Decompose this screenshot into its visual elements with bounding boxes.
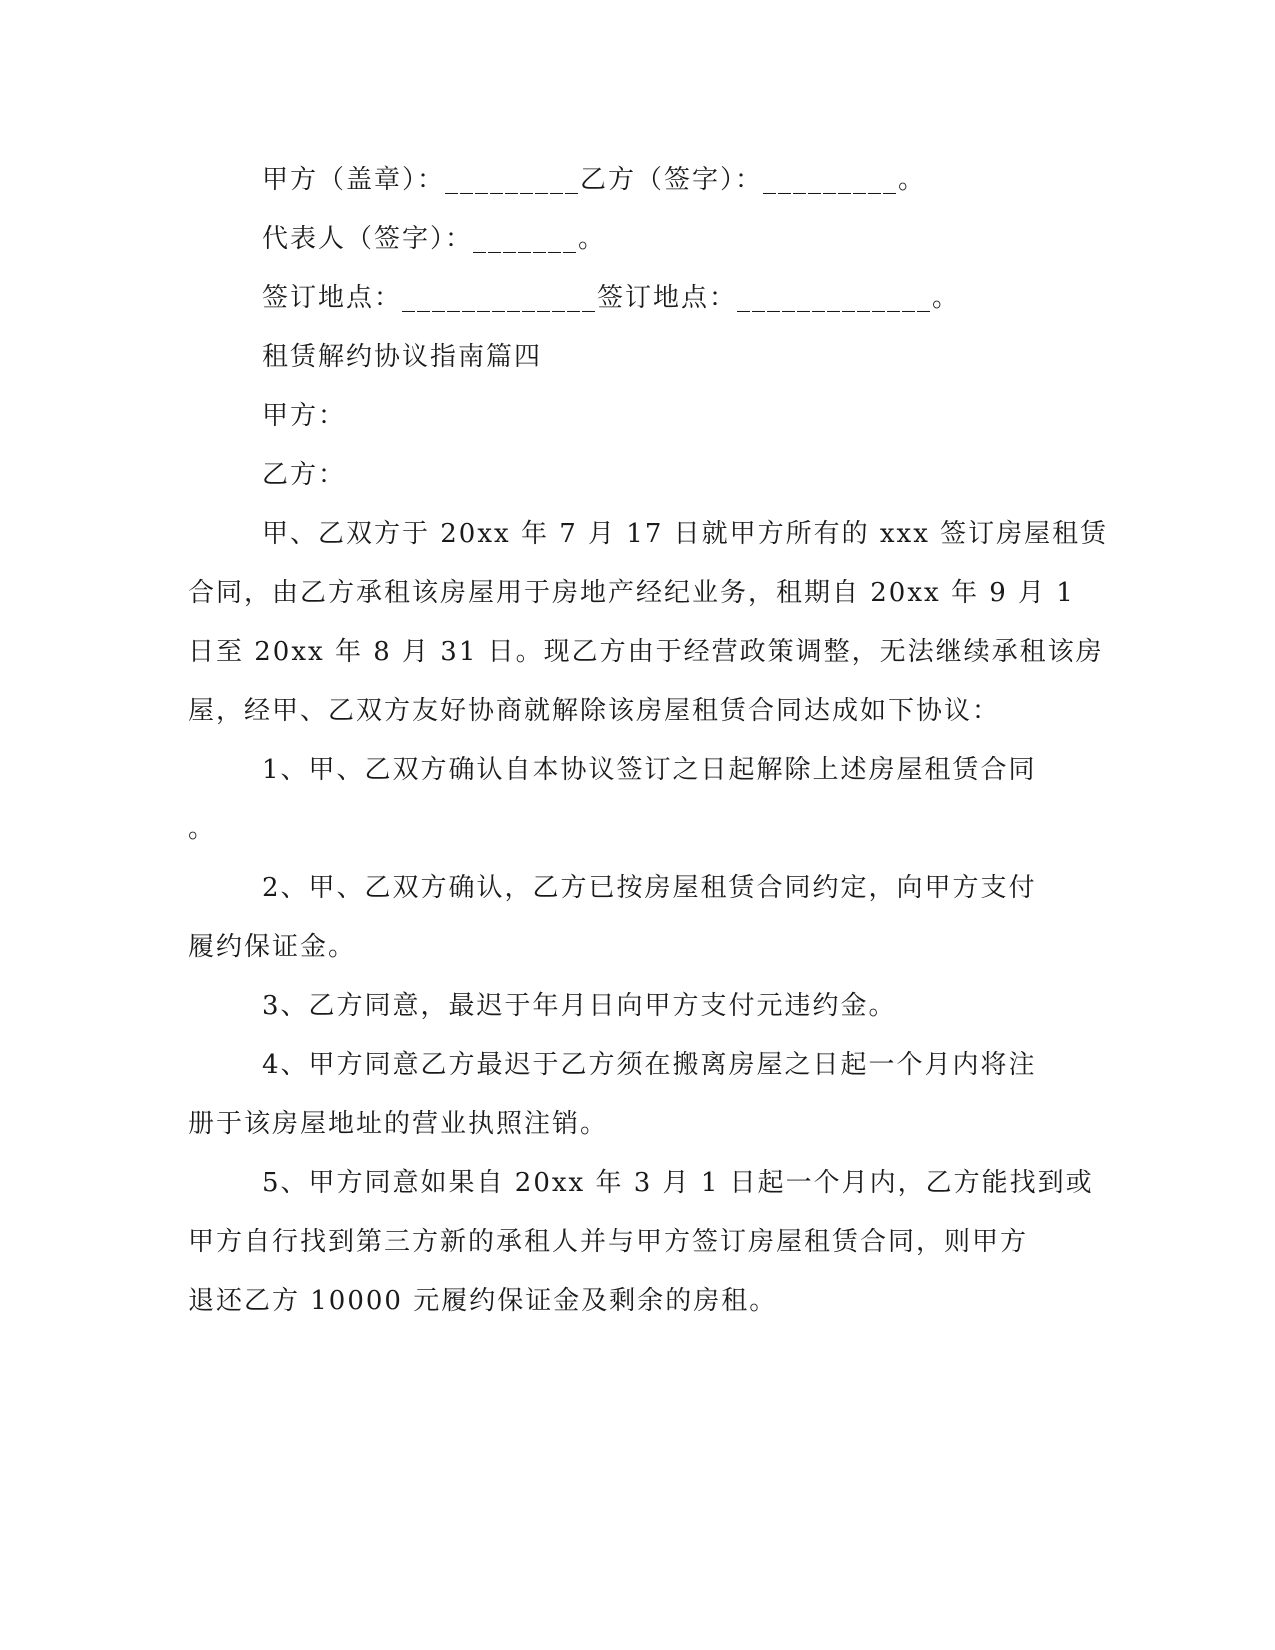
clause-5-line: 甲方自行找到第三方新的承租人并与甲方签订房屋租赁合同，则甲方 (188, 1227, 1029, 1257)
representative-signature-line: 代表人（签字）：_______。 (262, 224, 607, 254)
party-a-label: 甲方： (262, 401, 347, 431)
paragraph-intro-line: 合同，由乙方承租该房屋用于房地产经纪业务，租期自 20xx 年 9 月 1 (188, 578, 1075, 608)
clause-2-line: 履约保证金。 (188, 932, 357, 962)
paragraph-intro-line: 屋，经甲、乙双方友好协商就解除该房屋租赁合同达成如下协议： (188, 696, 1001, 726)
section-title: 租赁解约协议指南篇四 (262, 342, 543, 372)
clause-4-line: 4、甲方同意乙方最迟于乙方须在搬离房屋之日起一个月内将注 (262, 1050, 1037, 1080)
paragraph-intro-line: 日至 20xx 年 8 月 31 日。现乙方由于经营政策调整，无法继续承租该房 (188, 637, 1104, 667)
paragraph-intro-line: 甲、乙双方于 20xx 年 7 月 17 日就甲方所有的 xxx 签订房屋租赁 (262, 519, 1109, 549)
party-b-label: 乙方： (262, 460, 347, 490)
signing-location-line: 签订地点：_____________签订地点：_____________。 (262, 283, 961, 313)
signature-line-party-a-b: 甲方（盖章）：_________乙方（签字）：_________。 (262, 165, 927, 195)
clause-4-line: 册于该房屋地址的营业执照注销。 (188, 1109, 609, 1139)
clause-1-line: 1、甲、乙双方确认自本协议签订之日起解除上述房屋租赁合同 (262, 755, 1037, 785)
clause-1-line: 。 (188, 814, 217, 844)
clause-5-line: 5、甲方同意如果自 20xx 年 3 月 1 日起一个月内，乙方能找到或 (262, 1168, 1094, 1198)
clause-2-line: 2、甲、乙双方确认，乙方已按房屋租赁合同约定，向甲方支付 (262, 873, 1037, 903)
clause-5-line: 退还乙方 10000 元履约保证金及剩余的房租。 (188, 1286, 778, 1316)
clause-3-line: 3、乙方同意，最迟于年月日向甲方支付元违约金。 (262, 991, 897, 1021)
